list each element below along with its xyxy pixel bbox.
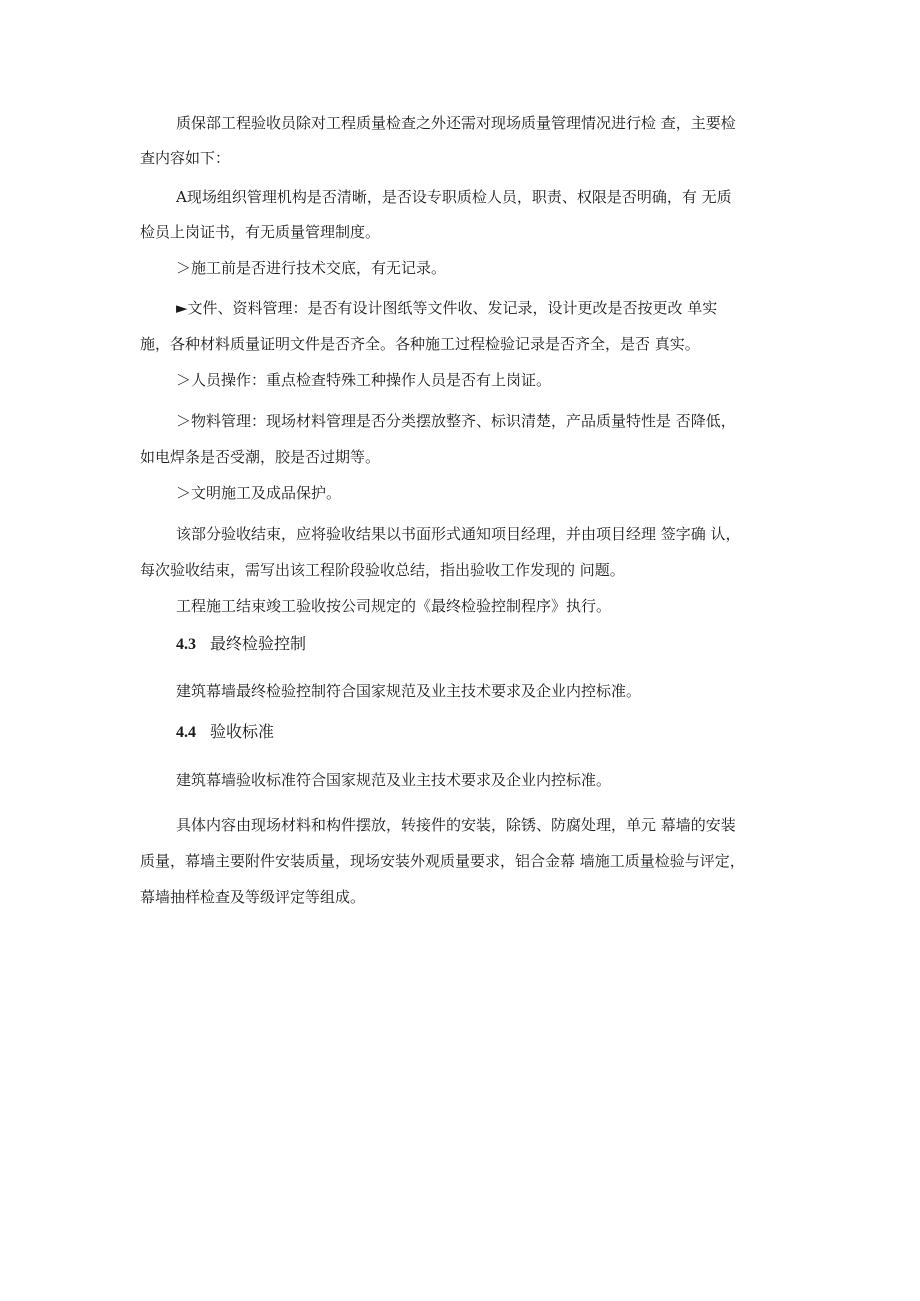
paragraph-line: 质保部工程验收员除对工程质量检查之外还需对现场质量管理情况进行检 查，主要检 [176,114,736,132]
paragraph-line: 查内容如下： [140,149,231,167]
section-heading-4-4 [176,720,274,745]
paragraph-line: A现场组织管理机构是否清晰，是否设专职质检人员，职责、权限是否明确，有 无质 [176,188,732,206]
paragraph-line: 该部分验收结束，应将验收结果以书面形式通知项目经理，并由项目经理 签字确 认， [176,525,741,543]
paragraph-line: 建筑幕墙验收标准符合国家规范及业主技术要求及企业内控标准。 [176,771,612,789]
paragraph-line: 如电焊条是否受潮，胶是否过期等。 [140,448,381,466]
paragraph-line: 幕墙抽样检查及等级评定等组成。 [140,888,366,906]
paragraph-line: ＞文明施工及成品保护。 [176,484,342,502]
paragraph-line: 工程施工结束竣工验收按公司规定的《最终检验控制程序》执行。 [176,597,612,615]
paragraph-line: ＞施工前是否进行技术交底，有无记录。 [176,259,447,277]
section-number: 4.4 [176,724,196,741]
paragraph-line: 质量，幕墙主要附件安装质量，现场安装外观质量要求，铝合金幕 墙施工质量检验与评定， [140,852,745,870]
section-number: 4.3 [176,636,196,653]
paragraph-line: 施，各种材料质量证明文件是否齐全。各种施工过程检验记录是否齐全，是否 真实。 [140,335,700,353]
section-heading-4-3 [176,632,306,657]
paragraph-line: ＞物料管理：现场材料管理是否分类摆放整齐、标识清楚，产品质量特性是 否降低， [176,412,736,430]
paragraph-line: 建筑幕墙最终检验控制符合国家规范及业主技术要求及企业内控标准。 [176,682,642,700]
paragraph-line: 每次验收结束，需写出该工程阶段验收总结，指出验收工作发现的 问题。 [140,561,625,579]
paragraph-line: ►文件、资料管理：是否有设计图纸等文件收、发记录，设计更改是否按更改 单实 [176,299,718,317]
paragraph-line: 具体内容由现场材料和构件摆放，转接件的安装，除锈、防腐处理，单元 幕墙的安装 [176,816,736,834]
section-title: 验收标准 [210,722,275,741]
paragraph-line: ＞人员操作：重点检查特殊工种操作人员是否有上岗证。 [176,371,552,389]
paragraph-line: 检员上岗证书，有无质量管理制度。 [140,223,381,241]
section-title: 最终检验控制 [210,634,307,653]
